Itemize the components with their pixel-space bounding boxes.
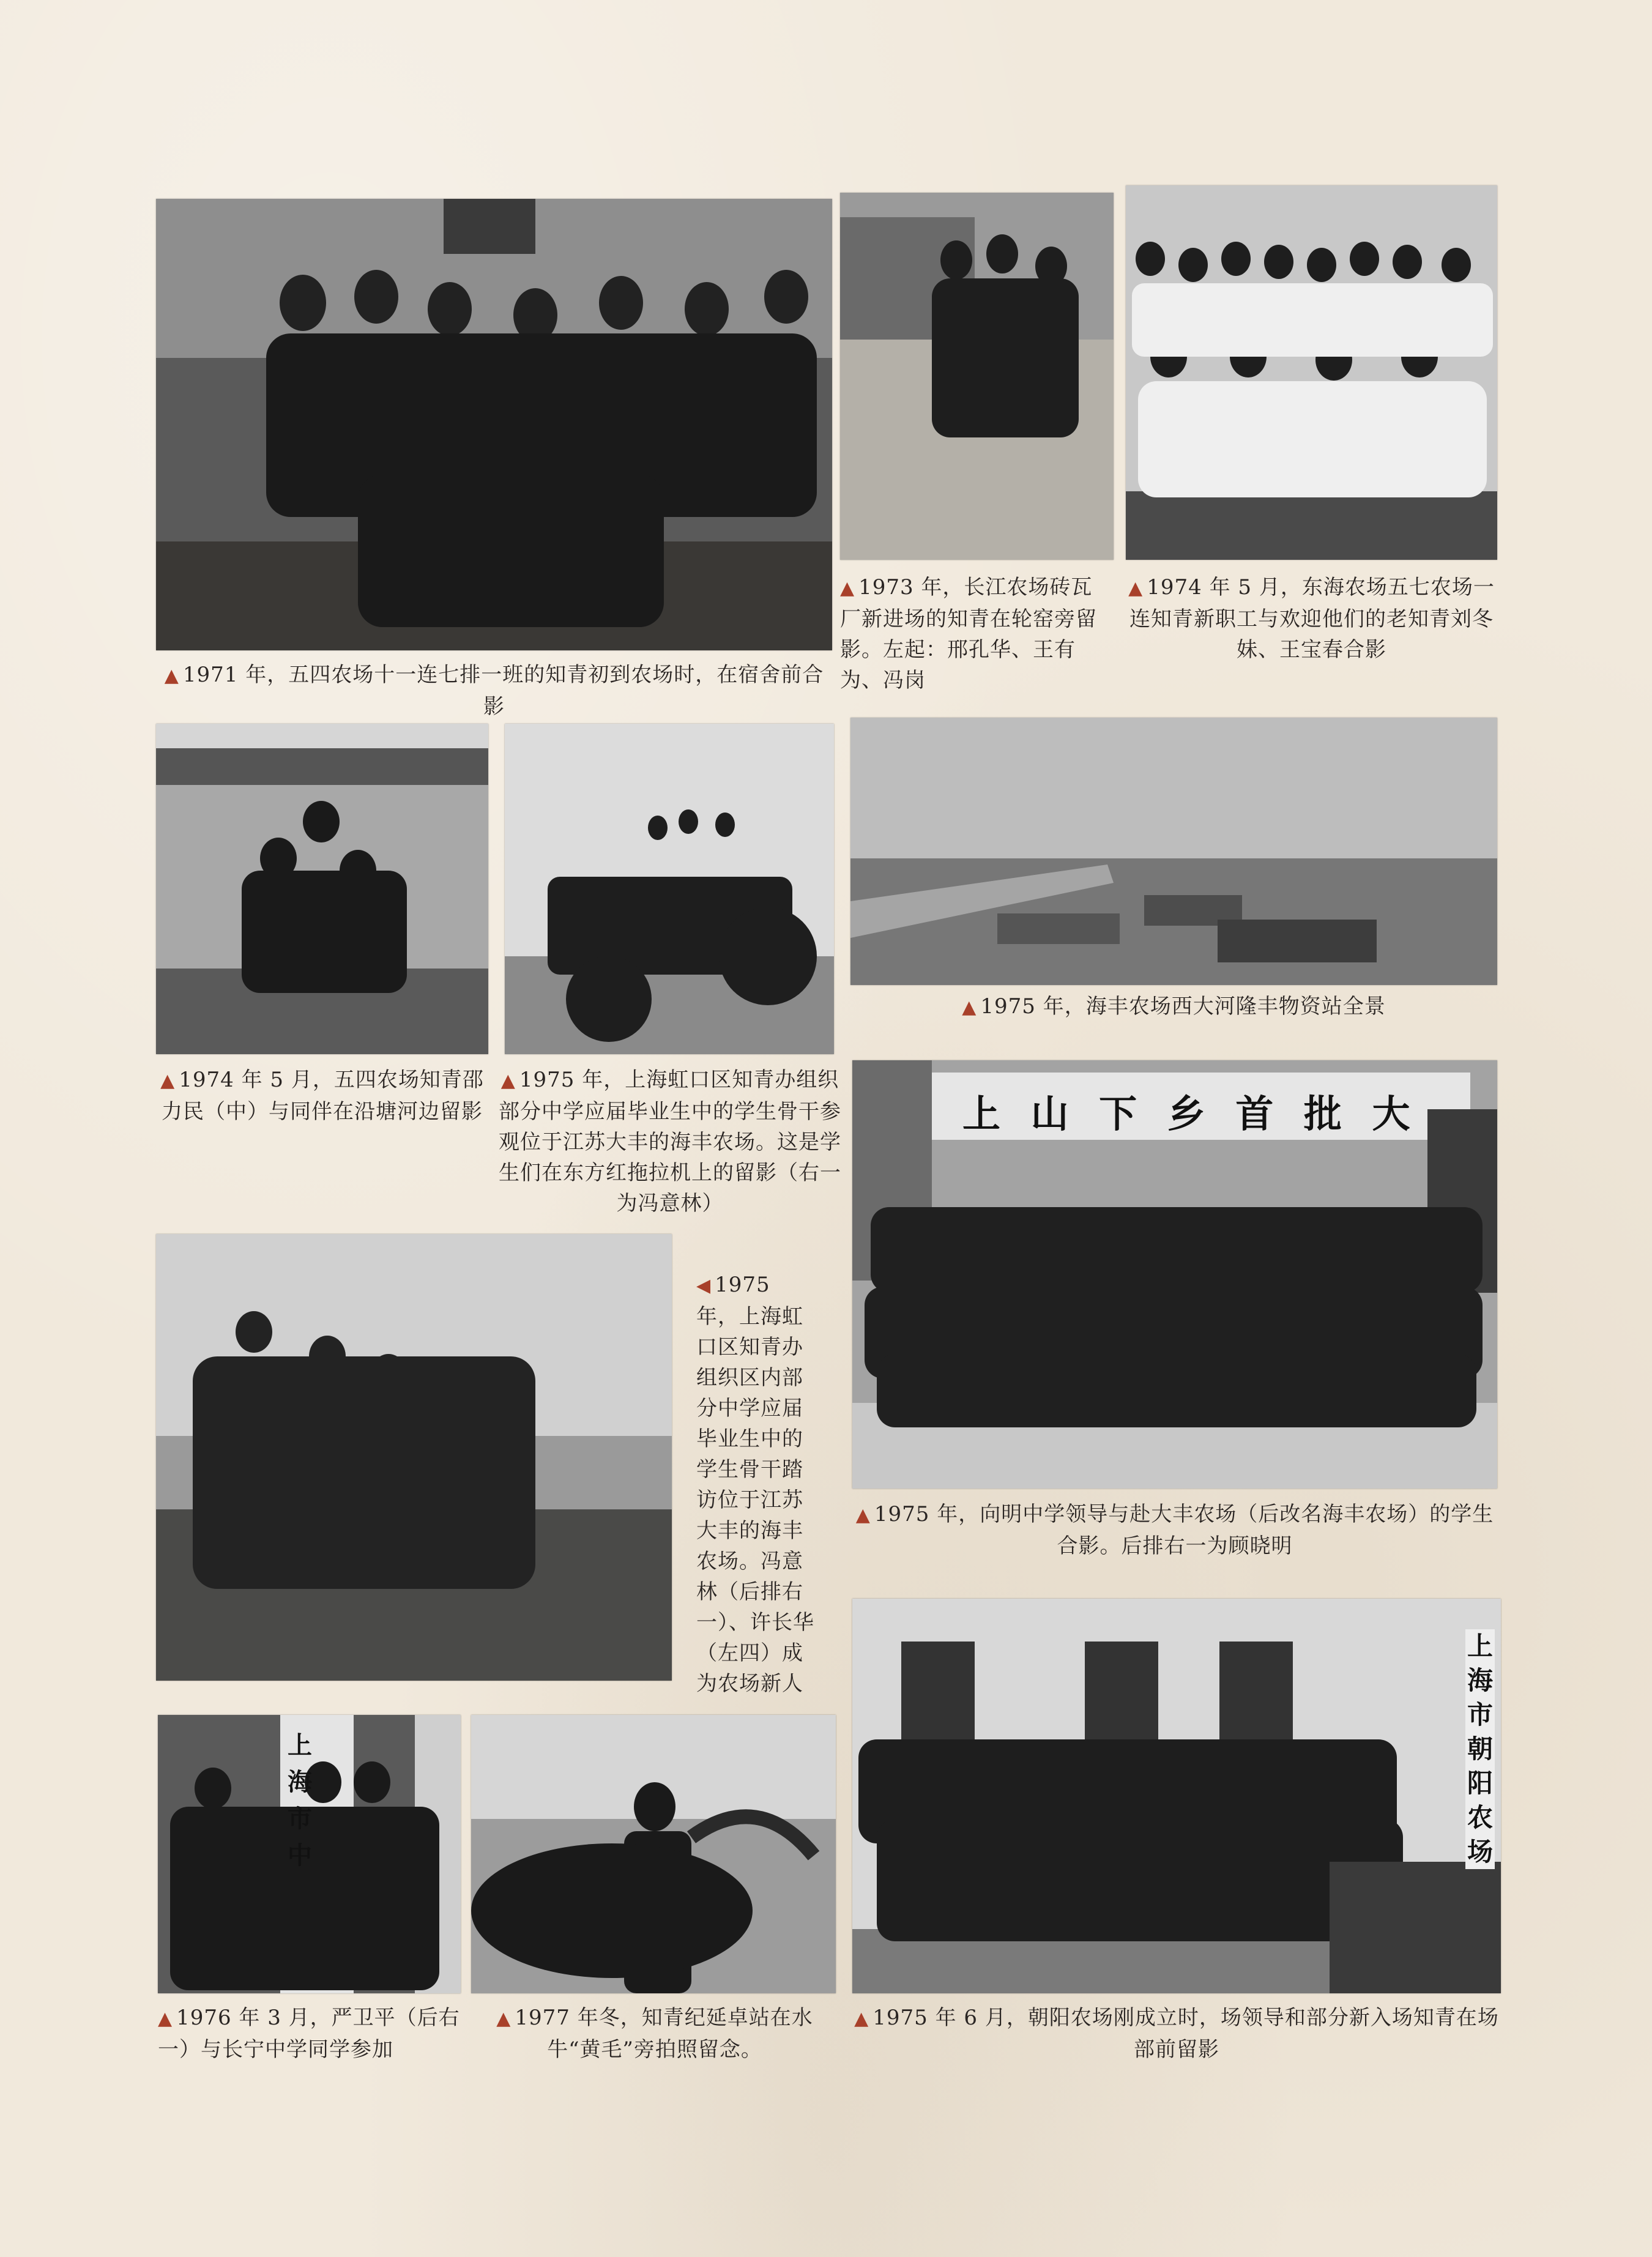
triangle-marker-icon: ▲ xyxy=(854,2008,869,2029)
triangle-marker-icon: ▲ xyxy=(1128,578,1144,599)
caption-1975-panorama: ▲ 1975 年，海丰农场西大河隆丰物资站全景 xyxy=(962,994,1386,1019)
photo-1975-group-pointing xyxy=(156,1234,672,1681)
triangle-marker-icon: ▲ xyxy=(855,1504,871,1526)
caption-1971: ▲ 1971 年，五四农场十一连七排一班的知青初到农场时，在宿舍前合影 xyxy=(164,663,824,719)
banner-text: 上 山 下 乡 首 批 大 xyxy=(962,1091,1419,1136)
caption-1975-visit: ◀ 1975 年，上海虹口区知青办组织区内部分中学应届毕业生中的学生骨干踏访位于江苏大丰的海丰农场。冯意林（后排右一）、许长华（左四）成为农场新人 xyxy=(696,1273,814,1696)
triangle-marker-icon: ▲ xyxy=(158,2008,173,2029)
caption-1974-donghai: ▲ 1974 年 5 月，东海农场五七农场一连知青新职工与欢迎他们的老知青刘冬妹、王宝春合影 xyxy=(1128,575,1495,662)
caption-1973: ▲ 1973 年，长江农场砖瓦厂新进场的知青在轮窑旁留影。左起：邢孔华、王有为、冯岗 xyxy=(840,575,1097,693)
triangle-marker-icon: ▲ xyxy=(164,665,179,686)
photo-1975-xiangming xyxy=(852,1060,1497,1489)
sign-vertical-text: 上海市中 xyxy=(288,1731,312,1870)
photo-1973-kiln xyxy=(840,193,1114,560)
caption-1975-tractor: ▲ 1975 年，上海虹口区知青办组织部分中学应届毕业生中的学生骨干参观位于江苏大丰的海丰农场。这是学生们在东方红拖拉机上的留影（右一为冯意林） xyxy=(499,1068,841,1216)
photo-1974-donghai-group xyxy=(1126,185,1497,560)
photo-1976-classmates xyxy=(158,1715,461,1993)
sign-vertical-text: 上海市朝阳农场 xyxy=(1465,1629,1495,1869)
caption-1977: ▲ 1977 年冬，知青纪延卓站在水牛“黄毛”旁拍照留念。 xyxy=(496,2006,813,2062)
triangle-left-marker-icon: ◀ xyxy=(696,1275,712,1296)
triangle-marker-icon: ▲ xyxy=(496,2008,512,2029)
triangle-marker-icon: ▲ xyxy=(840,578,855,599)
triangle-marker-icon: ▲ xyxy=(962,997,977,1018)
photo-1977-buffalo xyxy=(471,1715,836,1993)
caption-1975-xiangming: ▲ 1975 年，向明中学领导与赴大丰农场（后改名海丰农场）的学生合影。后排右一为顾晓明 xyxy=(855,1502,1494,1558)
triangle-marker-icon: ▲ xyxy=(160,1070,176,1091)
caption-1975-chaoyang: ▲ 1975 年 6 月，朝阳农场刚成立时，场领导和部分新入场知青在场部前留影 xyxy=(854,2006,1499,2062)
triangle-marker-icon: ▲ xyxy=(500,1070,516,1091)
photo-1971-dorm-group xyxy=(156,199,832,650)
photo-1975-panorama xyxy=(850,718,1497,985)
photo-1975-chaoyang xyxy=(852,1599,1501,1993)
caption-1976: ▲ 1976 年 3 月，严卫平（后右一）与长宁中学同学参加 xyxy=(158,2006,460,2062)
photo-1974-river xyxy=(156,724,488,1054)
photo-1975-tractor xyxy=(505,724,834,1054)
caption-1974-river: ▲ 1974 年 5 月，五四农场知青邵力民（中）与同伴在沿塘河边留影 xyxy=(160,1068,484,1124)
